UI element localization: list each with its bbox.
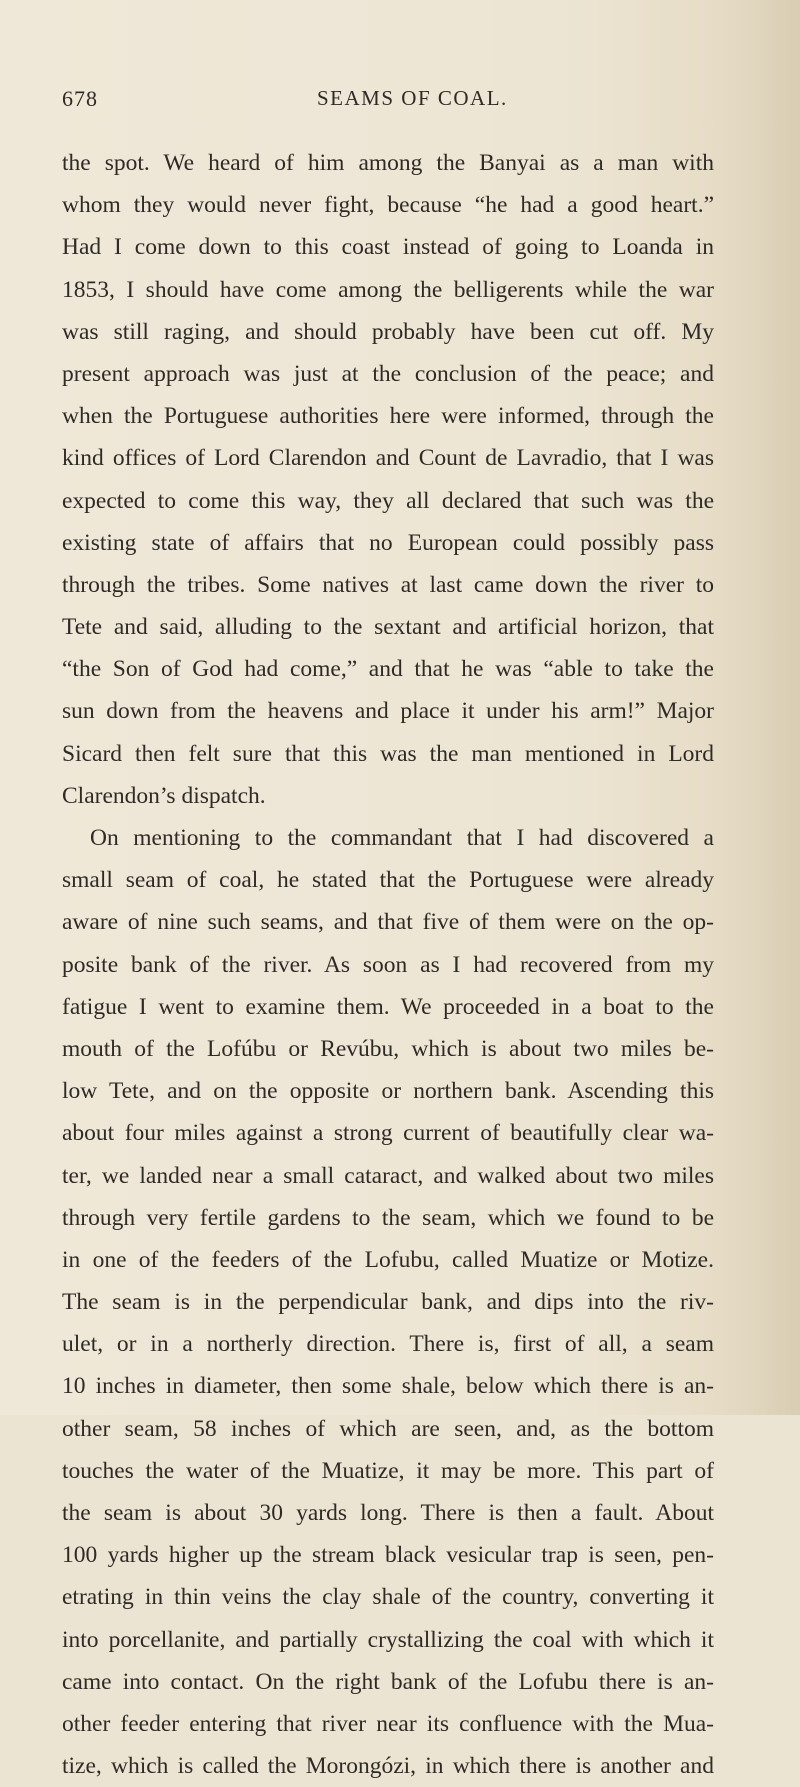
text-line: aware of nine such seams, and that five of them were on the op-: [62, 909, 714, 936]
text-line: kind offices of Lord Clarendon and Count de Lavradio, that I was: [62, 445, 714, 472]
paragraph-start-line: On mentioning to the commandant that I had discovered a: [90, 825, 714, 851]
text-line: small seam of coal, he stated that the Portuguese were already: [62, 867, 714, 894]
text-line: Tete and said, alluding to the sextant and artificial horizon, that: [62, 614, 714, 641]
text-line: when the Portuguese authorities here were informed, through the: [62, 403, 714, 430]
text-line: ulet, or in a northerly direction. There is, first of all, a seam: [62, 1331, 714, 1358]
text-line: Sicard then felt sure that this was the man mentioned in Lord: [62, 740, 714, 767]
text-line: through the tribes. Some natives at last came down the river to: [62, 571, 714, 598]
text-line: touches the water of the Muatize, it may be more. This part of: [62, 1457, 714, 1484]
text-line: etrating in thin veins the clay shale of the country, converting it: [62, 1584, 714, 1611]
text-line: ter, we landed near a small cataract, and walked about two miles: [62, 1162, 714, 1189]
text-line: came into contact. On the right bank of the Lofubu there is an-: [62, 1668, 714, 1695]
text-line: was still raging, and should probably have been cut off. My: [62, 318, 714, 345]
text-line: the seam is about 30 yards long. There is then a fault. About: [62, 1500, 714, 1526]
text-line: other feeder entering that river near its confluence with the Mua-: [62, 1710, 714, 1737]
running-head: SEAMS OF COAL.: [317, 86, 508, 110]
text-line: present approach was just at the conclusion of the peace; and: [62, 360, 714, 387]
text-line: in one of the feeders of the Lofubu, called Muatize or Motize.: [62, 1246, 714, 1273]
text-line: fatigue I went to examine them. We proceeded in a boat to the: [62, 993, 714, 1020]
text-line: into porcellanite, and partially crystallizing the coal with which it: [62, 1626, 714, 1653]
text-line: mouth of the Lofúbu or Revúbu, which is about two miles be-: [62, 1035, 714, 1062]
text-line: low Tete, and on the opposite or northern bank. Ascending this: [62, 1078, 714, 1105]
text-line: other seam, 58 inches of which are seen, and, as the bottom: [62, 1415, 714, 1442]
text-line: “the Son of God had come,” and that he was “able to take the: [62, 656, 714, 683]
text-line: about four miles against a strong current of beautifully clear wa-: [62, 1120, 714, 1147]
text-line: existing state of affairs that no European could possibly pass: [62, 529, 714, 556]
text-line: The seam is in the perpendicular bank, and dips into the riv-: [62, 1289, 714, 1316]
text-line: the spot. We heard of him among the Banyai as a man with: [62, 150, 714, 176]
paragraph-end-line: Clarendon’s dispatch.: [62, 782, 266, 809]
text-line: through very fertile gardens to the seam, which we found to be: [62, 1204, 714, 1231]
text-line: posite bank of the river. As soon as I had recovered from my: [62, 951, 714, 978]
text-line: 1853, I should have come among the belligerents while the war: [62, 276, 714, 303]
text-line: tize, which is called the Morongózi, in which there is another and: [62, 1753, 714, 1780]
text-line: expected to come this way, they all declared that such was the: [62, 487, 714, 514]
text-line: Had I come down to this coast instead of going to Loanda in: [62, 234, 714, 261]
page-header: [62, 86, 712, 116]
text-line: 10 inches in diameter, then some shale, below which there is an-: [62, 1373, 714, 1400]
text-line: sun down from the heavens and place it under his arm!” Major: [62, 698, 714, 725]
body-text: [62, 142, 714, 1787]
text-line: whom they would never fight, because “he had a good heart.”: [62, 192, 714, 219]
text-line: 100 yards higher up the stream black vesicular trap is seen, pen-: [62, 1542, 714, 1569]
page-number: 678: [62, 86, 98, 111]
